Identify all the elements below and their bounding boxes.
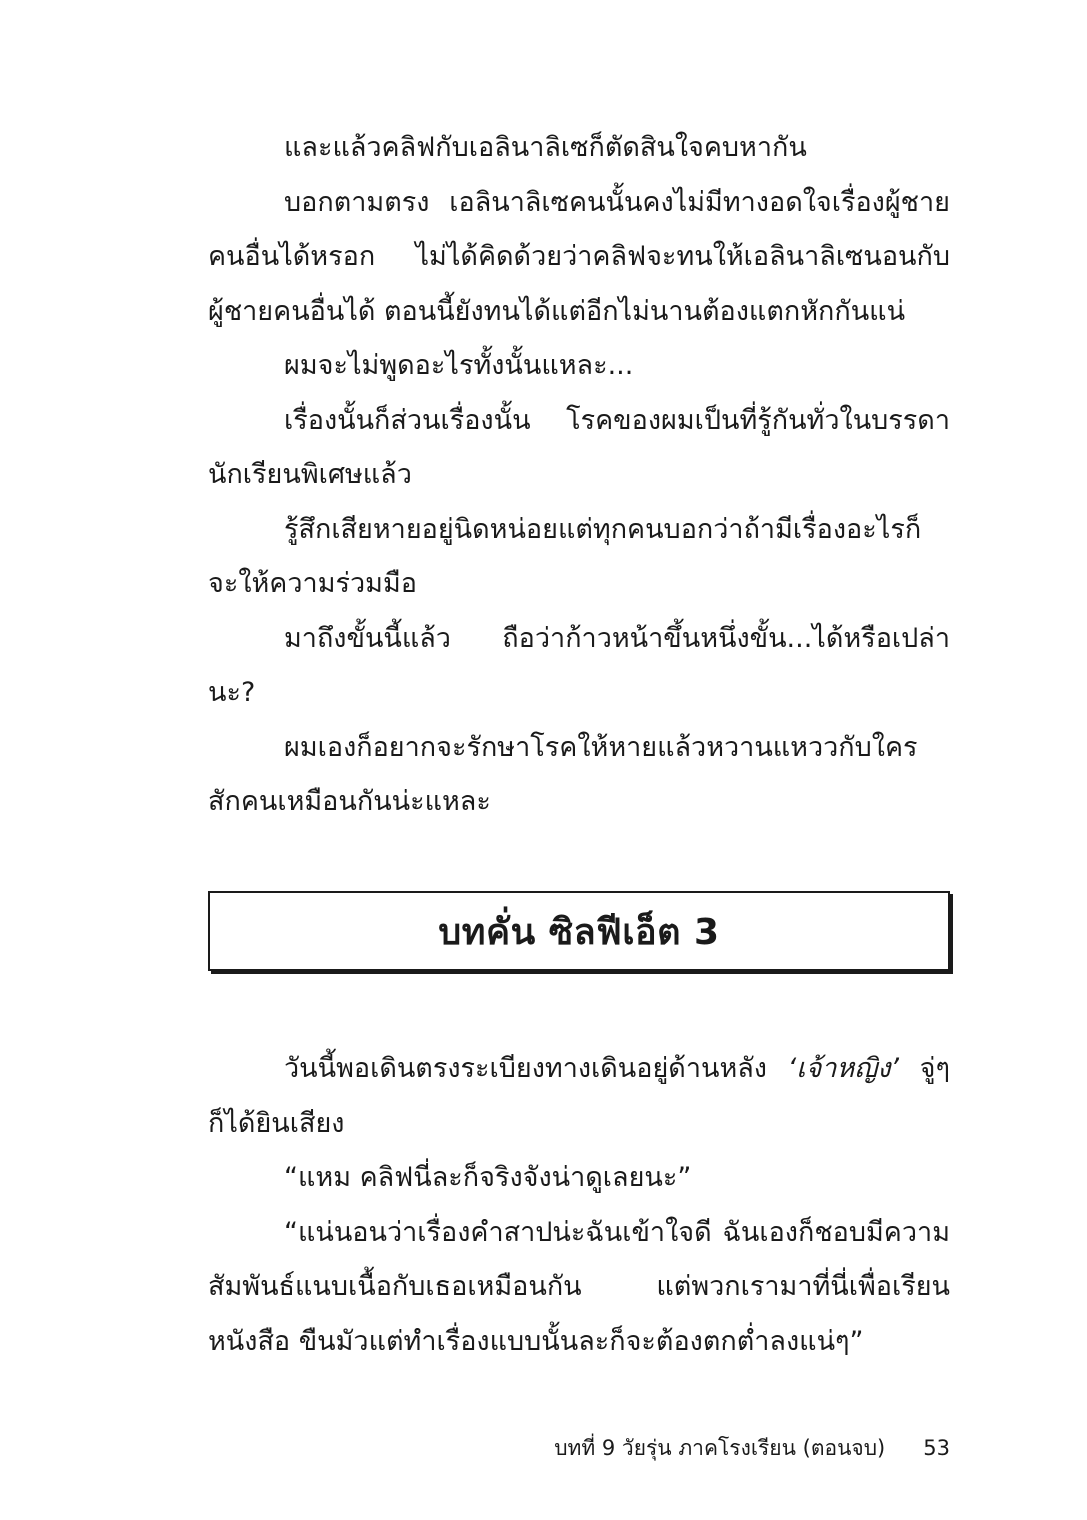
top-text-block [208, 121, 950, 830]
paragraph: ผมเองก็อยากจะรักษาโรคให้หายแล้วหวานแหววกับใครสักคนเหมือนกันน่ะแหละ [208, 731, 918, 817]
emphasis-text: ‘เจ้าหญิง’ [787, 1053, 900, 1084]
paragraph: รู้สึกเสียหายอยู่นิดหน่อยแต่ทุกคนบอกว่าถ้ามีเรื่องอะไรก็จะให้ความร่วมมือ [208, 513, 922, 599]
bottom-text-block [208, 1042, 950, 1369]
paragraph [208, 1042, 950, 1151]
chapter-heading-box [208, 891, 950, 971]
running-head: บทที่ 9 วัยรุ่น ภาคโรงเรียน (ตอนจบ) [554, 1436, 886, 1460]
dialogue-paragraph: “แหม คลิฟนี่ละก็จริงจังน่าดูเลยนะ” [284, 1162, 692, 1193]
paragraph-text: จู่ๆ ก็ได้ยินเสียง [208, 1053, 950, 1139]
page-footer [520, 1432, 950, 1465]
page-number: 53 [923, 1436, 950, 1460]
paragraph: บอกตามตรง เอลินาลิเซคนนั้นคงไม่มีทางอดใจเรื่องผู้ชายคนอื่นได้หรอก ไม่ได้คิดด้วยว่าคลิฟจะทนให้เอลินาลิเซนอนกับผู้ชายคนอื่นได้ ตอนนี้ยังทนได้แต่อีกไม่นานต้องแตกหักกันแน่ [208, 186, 950, 327]
paragraph: เรื่องนั้นก็ส่วนเรื่องนั้น โรคของผมเป็นที่รู้กันทั่วในบรรดานักเรียนพิเศษแล้ว [208, 404, 950, 490]
paragraph: และแล้วคลิฟกับเอลินาลิเซก็ตัดสินใจคบหากัน [284, 132, 807, 163]
paragraph: มาถึงขั้นนี้แล้ว ถือว่าก้าวหน้าขึ้นหนึ่งขั้น...ได้หรือเปล่านะ? [208, 622, 950, 708]
chapter-title: บทคั่น ซิลฟีเอ็ต 3 [438, 911, 720, 953]
dialogue-paragraph: “แน่นอนว่าเรื่องคำสาปน่ะฉันเข้าใจดี ฉันเองก็ชอบมีความสัมพันธ์แนบเนื้อกับเธอเหมือนกัน แต่พวกเรามาที่นี่เพื่อเรียนหนังสือ ขืนมัวแต่ทำเรื่องแบบนั้นละก็จะต้องตกต่ำลงแน่ๆ” [208, 1216, 950, 1357]
paragraph-text: วันนี้พอเดินตรงระเบียงทางเดินอยู่ด้านหลัง [284, 1053, 788, 1084]
paragraph: ผมจะไม่พูดอะไรทั้งนั้นแหละ... [284, 350, 634, 381]
